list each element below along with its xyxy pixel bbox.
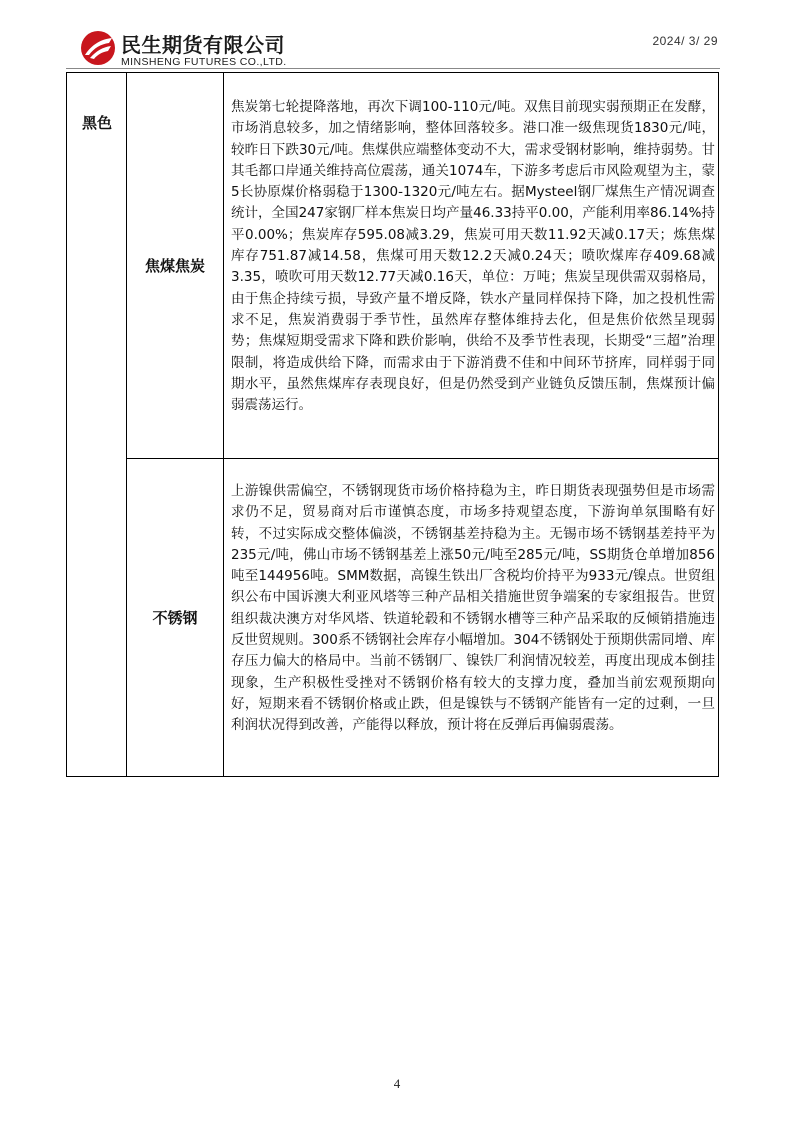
- row-text-coking-coal: 焦炭第七轮提降落地，再次下调100-110元/吨。双焦目前现实弱预期正在发酵，市场消息较多，加之情绪影响，整体回落较多。港口准一级焦现货1830元/吨，较昨日下跌30元/吨。焦煤供应端整体变动不大，需求受钢材影响，维持弱势。甘其毛都口岸通关维持高位震荡，通关1074车，下游多考虑后市风险观望为主，蒙5长协原煤价格弱稳于1300-1320元/吨左右。据Mysteel钢厂煤焦生产情况调查统计，全国247家钢厂样本焦炭日均产量46.33持平0.00，产能利用率86.14%持平0.00%；焦炭库存595.08减3.29，焦炭可用天数11.92天减0.17天；炼焦煤库存751.87减14.58，焦煤可用天数12.2天减0.24天；喷吹煤库存409.68减3.35，喷吹可用天数12.77天减0.16天，单位：万吨；焦炭呈现供需双弱格局，由于焦企持续亏损，导致产量不增反降，铁水产量同样保持下降，加之投机性需求不足，焦炭消费弱于季节性，虽然库存整体维持去化，但是焦价依然呈现弱势；焦煤短期受需求下降和跌价影响，供给不及季节性表现，长期受“三超”治理限制，将造成供给下降，而需求由于下游消费不佳和中间环节挤库，同样弱于同期水平，虽然焦煤库存表现良好，但是仍然受到产业链负反馈压制，焦煤预计偏弱震荡运行。: [231, 99, 715, 414]
- company-name-cn: 民生期货有限公司: [121, 33, 285, 57]
- table-row-coking-coal: [127, 73, 718, 459]
- company-name-en: MINSHENG FUTURES CO.,LTD.: [121, 56, 287, 68]
- page-number: 4: [393, 1076, 401, 1091]
- row-text-stainless-steel: 上游镍供需偏空，不锈钢现货市场价格持稳为主，昨日期货表现强势但是市场需求仍不足，贸易商对后市谨慎态度，市场多持观望态度，下游询单氛围略有好转，不过实际成交整体偏淡，不锈钢基差持稳为主。无锡市场不锈钢基差持平为235元/吨，佛山市场不锈钢基差上涨50元/吨至285元/吨，SS期货仓单增加856吨至144956吨。SMM数据，高镍生铁出厂含税均价持平为933元/镍点。世贸组织公布中国诉澳大利亚风塔等三种产品相关措施世贸争端案的专家组报告。世贸组织裁决澳方对华风塔、铁道轮毂和不锈钢水槽等三种产品采取的反倾销措施违反世贸规则。300系不锈钢社会库存小幅增加。304不锈钢处于预期供需同增、库存压力偏大的格局中。当前不锈钢厂、镍铁厂利润情况较差，再度出现成本倒挂现象，生产积极性受挫对不锈钢价格有较大的支撑力度，叠加当前宏观预期向好，短期来看不锈钢价格或止跌，但是镍铁与不锈钢产能皆有一定的过剩，一旦利润状况得到改善，产能得以释放，预计将在反弹后再偏弱震荡。: [231, 483, 715, 734]
- category-column: [67, 73, 127, 776]
- category-label: 黑色: [81, 114, 112, 132]
- row-name-stainless-steel: 不锈钢: [127, 459, 224, 776]
- page-header: [0, 0, 794, 74]
- commodity-table: [66, 72, 719, 777]
- row-name-coking-coal: 焦煤焦炭: [127, 73, 224, 458]
- header-divider: [66, 68, 720, 69]
- report-date: 2024/ 3/ 29: [652, 34, 718, 48]
- table-row-stainless-steel: [127, 459, 718, 776]
- minsheng-logo-icon: [80, 30, 116, 66]
